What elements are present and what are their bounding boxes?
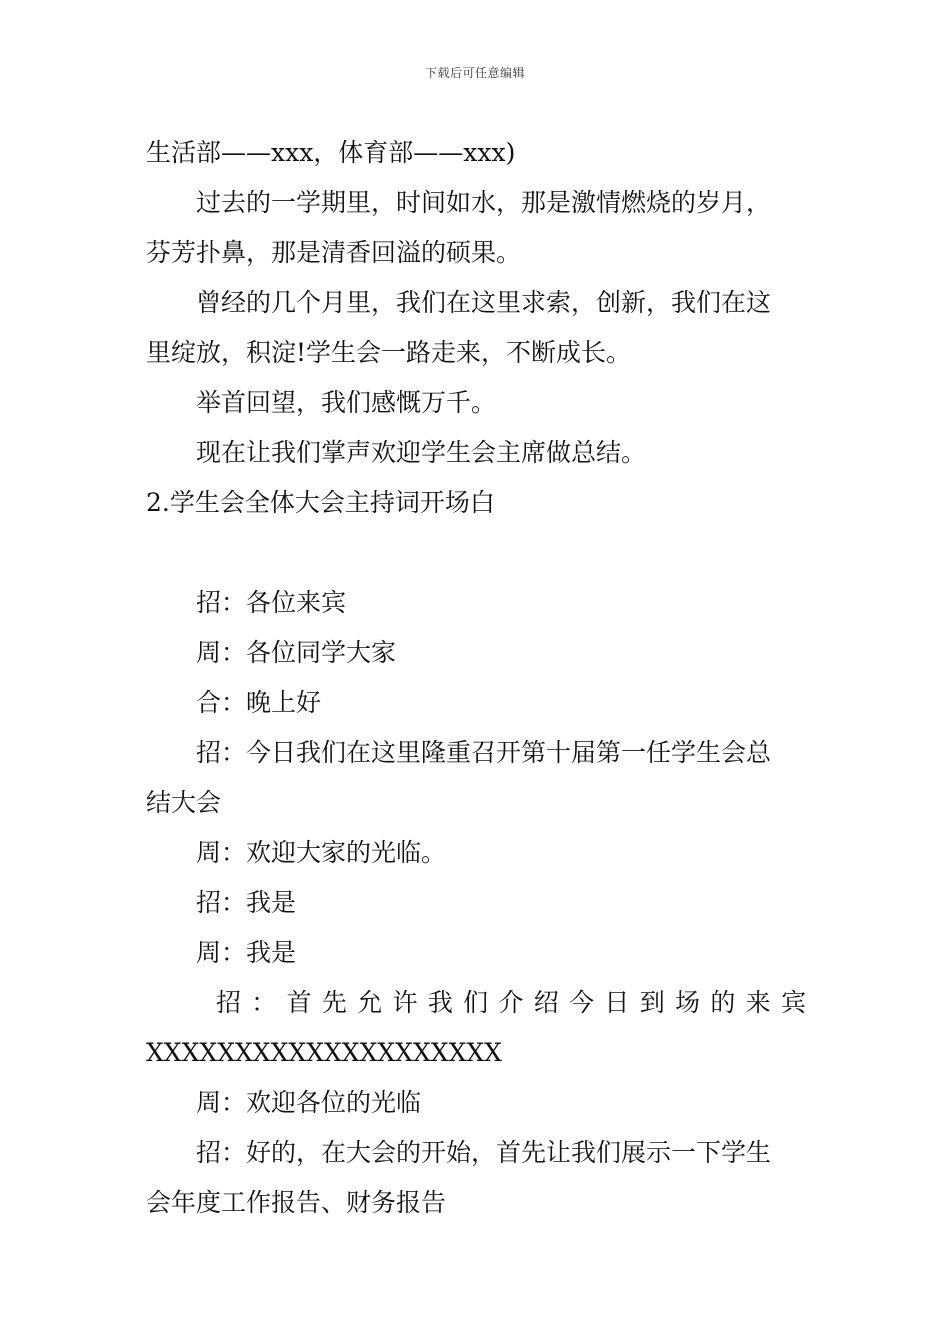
- dialogue-line: XXXXXXXXXXXXXXXXXXXX: [146, 1038, 502, 1067]
- dialogue-line: 招：好的，在大会的开始，首先让我们展示一下学生: [196, 1138, 772, 1167]
- dialogue-line: 招：今日我们在这里隆重召开第十届第一任学生会总: [196, 738, 772, 767]
- paragraph-line: 过去的一学期里，时间如水，那是激情燃烧的岁月，: [196, 188, 772, 217]
- dialogue-line: 结大会: [146, 788, 222, 817]
- dialogue-line: 招：我是: [196, 888, 297, 917]
- paragraph-line: 里绽放，积淀!学生会一路走来，不断成长。: [146, 338, 632, 367]
- paragraph-line: 现在让我们掌声欢迎学生会主席做总结。: [196, 438, 647, 467]
- page-header: 下载后可任意编辑: [424, 66, 525, 80]
- dialogue-line: 周：欢迎大家的光临。: [196, 838, 447, 867]
- blank-line: [146, 528, 806, 578]
- paragraph-line: 生活部——xxx，体育部——xxx): [146, 138, 516, 167]
- dialogue-line: 周：各位同学大家: [196, 638, 397, 667]
- dialogue-line: 合：晚上好: [196, 688, 322, 717]
- dialogue-line: 会年度工作报告、财务报告: [146, 1188, 447, 1217]
- paragraph-line: 举首回望，我们感慨万千。: [196, 388, 497, 417]
- dialogue-line: 周：欢迎各位的光临: [196, 1088, 422, 1117]
- document-body: [146, 128, 806, 1228]
- dialogue-line: 招：首先允许我们介绍今日到场的来宾: [216, 988, 806, 1017]
- paragraph-line: 芬芳扑鼻，那是清香回溢的硕果。: [146, 238, 522, 267]
- dialogue-line: 招：各位来宾: [196, 588, 347, 617]
- paragraph-line: 曾经的几个月里，我们在这里求索，创新，我们在这: [196, 288, 772, 317]
- section-heading: 2.学生会全体大会主持词开场白: [146, 488, 495, 517]
- dialogue-line: 周：我是: [196, 938, 297, 967]
